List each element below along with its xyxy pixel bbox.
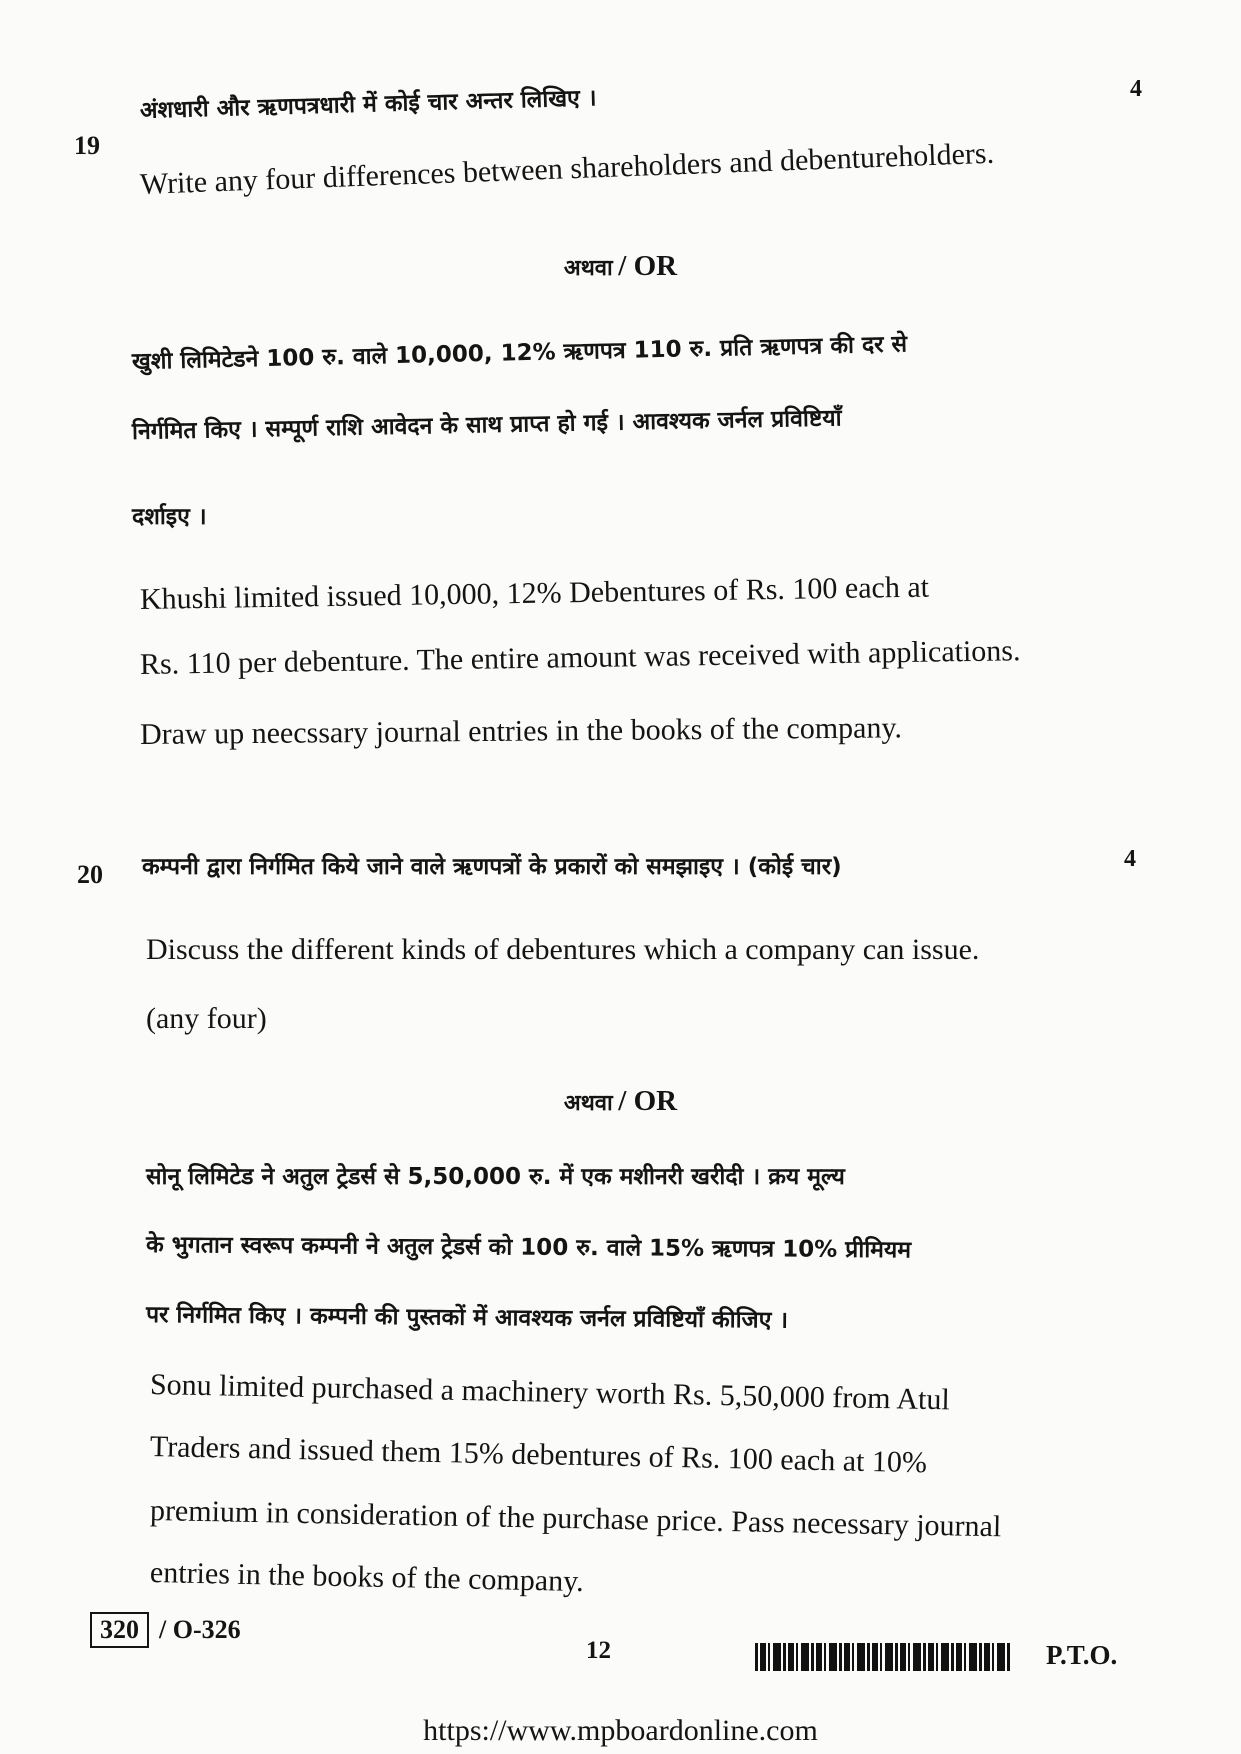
q20-or-english: / OR [618,1085,678,1117]
page-number: 12 [586,1637,611,1664]
pto-label: P.T.O. [1046,1640,1118,1670]
q19-alt-english-line-3: Draw up neecssary journal entries in the books of the company. [139,711,903,751]
q20-alt-english-line-3: premium in consideration of the purchase price. Pass necessary journal [149,1494,1002,1544]
q19-alt-hindi-line-3: दर्शाइए । [132,504,207,530]
q20-alt-hindi-line-1: सोनू लिमिटेड ने अतुल ट्रेडर्स से 5,50,000 रु. में एक मशीनरी खरीदी । क्रय मूल्य [146,1164,845,1190]
q20-alt-english-line-2: Traders and issued them 15% debentures of Rs. 100 each at 10% [149,1430,928,1480]
q19-or-divider [0,250,1241,283]
paper-code-box: 320 [90,1612,149,1648]
q19-alt-hindi-line-1: खुशी लिमिटेडने 100 रु. वाले 10,000, 12% ऋणपत्र 110 रु. प्रति ऋणपत्र की दर से [131,331,908,375]
paper-code-series: / O-326 [159,1615,241,1644]
q19-english-line-1: Write any four differences between shareholders and debentureholders. [139,136,995,201]
q20-alt-hindi-line-2: के भुगतान स्वरूप कम्पनी ने अतुल ट्रेडर्स को 100 रु. वाले 15% ऋणपत्र 10% प्रीमियम [145,1232,912,1264]
q19-alt-english-line-2: Rs. 110 per debenture. The entire amount was received with applications. [139,634,1021,681]
q19-or-english: / OR [618,250,678,282]
q20-alt-hindi-line-3: पर निर्गमित किए । कम्पनी की पुस्तकों में आवश्यक जर्नल प्रविष्टियाँ कीजिए । [145,1302,789,1334]
q20-or-divider [0,1085,1241,1118]
q20-or-hindi: अथवा [563,1091,613,1116]
q19-alt-hindi-line-2: निर्गमित किए । सम्पूर्ण राशि आवेदन के साथ प्राप्त हो गई । आवश्यक जर्नल प्रविष्टियाँ [131,405,842,445]
question-19-number: 19 [74,131,100,160]
q20-english-line-1: Discuss the different kinds of debentures which a company can issue. [146,933,980,966]
question-19-marks: 4 [1130,76,1142,102]
barcode-graphic [755,1643,1010,1671]
q19-or-hindi: अथवा [563,256,613,281]
q20-english-line-2: (any four) [146,1002,267,1035]
source-url: https://www.mpboardonline.com [423,1714,818,1747]
question-20-number: 20 [77,860,103,889]
q20-alt-english-line-4: entries in the books of the company. [149,1556,585,1599]
paper-code [90,1612,241,1648]
q19-hindi-line-1: अंशधारी और ऋणपत्रधारी में कोई चार अन्तर लिखिए । [139,85,597,124]
q20-hindi-line-1: कम्पनी द्वारा निर्गमित किये जाने वाले ऋणपत्रों के प्रकारों को समझाइए । (कोई चार) [142,854,842,880]
q20-alt-english-line-1: Sonu limited purchased a machinery worth Rs. 5,50,000 from Atul [149,1368,951,1417]
q19-alt-english-line-1: Khushi limited issued 10,000, 12% Debentures of Rs. 100 each at [139,570,930,616]
question-20-marks: 4 [1124,846,1136,872]
